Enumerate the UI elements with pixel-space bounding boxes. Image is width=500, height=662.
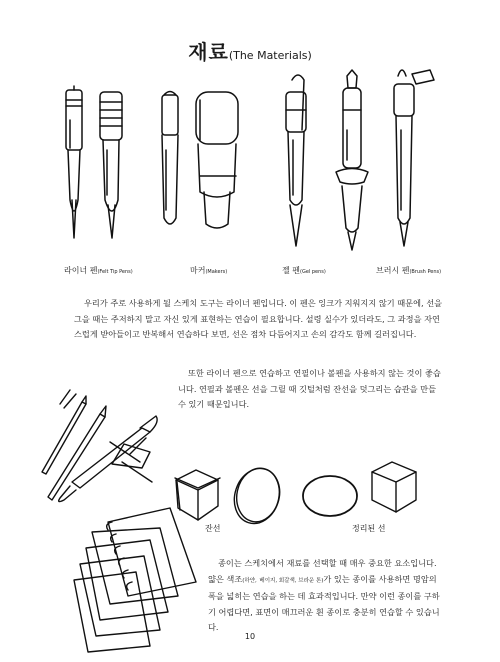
marker-large xyxy=(196,92,238,228)
title-english: (The Materials) xyxy=(228,49,312,62)
caption-liner-pen: 라이너 펜(Felt Tip Pens) xyxy=(64,266,133,275)
pens-illustration xyxy=(0,0,500,270)
fountain-pen xyxy=(336,70,368,250)
caption-gel-pen: 젤 펜(Gel pens) xyxy=(282,266,326,275)
page-number: 10 xyxy=(244,632,256,641)
paragraph-paper: 종이는 스케치에서 재료를 선택할 때 매우 중요한 요소입니다. 얇은 색조(하얀, 베이지, 회갈색, 브라운 톤)가 있는 종이를 사용하면 명암의 폭을 넓히는 연습을 하는 데 효과적입니다. 만약 이런 종이를 구하기 어렵다면, 표면이 매끄러운 흰 종이로 충분히 연습할 수 있습니다. xyxy=(208,558,440,632)
brush-pen xyxy=(394,70,434,246)
paper-notebook-sketch xyxy=(74,508,196,652)
caption-brush-pen: 브러시 펜(Brush Pens) xyxy=(376,266,442,275)
marker-small xyxy=(162,92,178,225)
paragraph-pencil: 또한 라이너 펜으로 연습하고 연필이나 볼펜을 사용하지 않는 것이 좋습니다. 연필과 볼펜은 선을 그릴 때 깃털처럼 잔선을 덧그리는 습관을 만들 수 있기 때문입니다. xyxy=(178,368,441,409)
pencils-knife-sketch xyxy=(42,390,157,502)
caption-marker: 마커(Makers) xyxy=(190,266,228,275)
clean-oval xyxy=(303,476,357,516)
title-korean: 재료 xyxy=(188,40,229,64)
caption-clean-lines: 정리된 선 xyxy=(352,524,386,533)
liner-pen-2 xyxy=(100,92,122,238)
paragraph-liner-pen: 우리가 주로 사용하게 될 스케치 도구는 라이너 펜입니다. 이 펜은 잉크가 지워지지 않기 때문에, 선을 그을 때는 주저하지 말고 자신 있게 표현하는 연습이 필요합니다. 설령 실수가 있더라도, 그 과정을 자연스럽게 받아들이고 반복해서 연습하다 보면, 선은 점차 다듬어지고 손의 감각도 함께 길러집니다. xyxy=(74,298,443,339)
gel-pen xyxy=(286,75,306,246)
sketchy-cube xyxy=(175,470,220,520)
clean-cube xyxy=(372,462,416,512)
liner-pen-1 xyxy=(66,86,82,238)
sketchy-oval xyxy=(227,463,286,530)
caption-sketchy-lines: 잔선 xyxy=(205,524,221,533)
